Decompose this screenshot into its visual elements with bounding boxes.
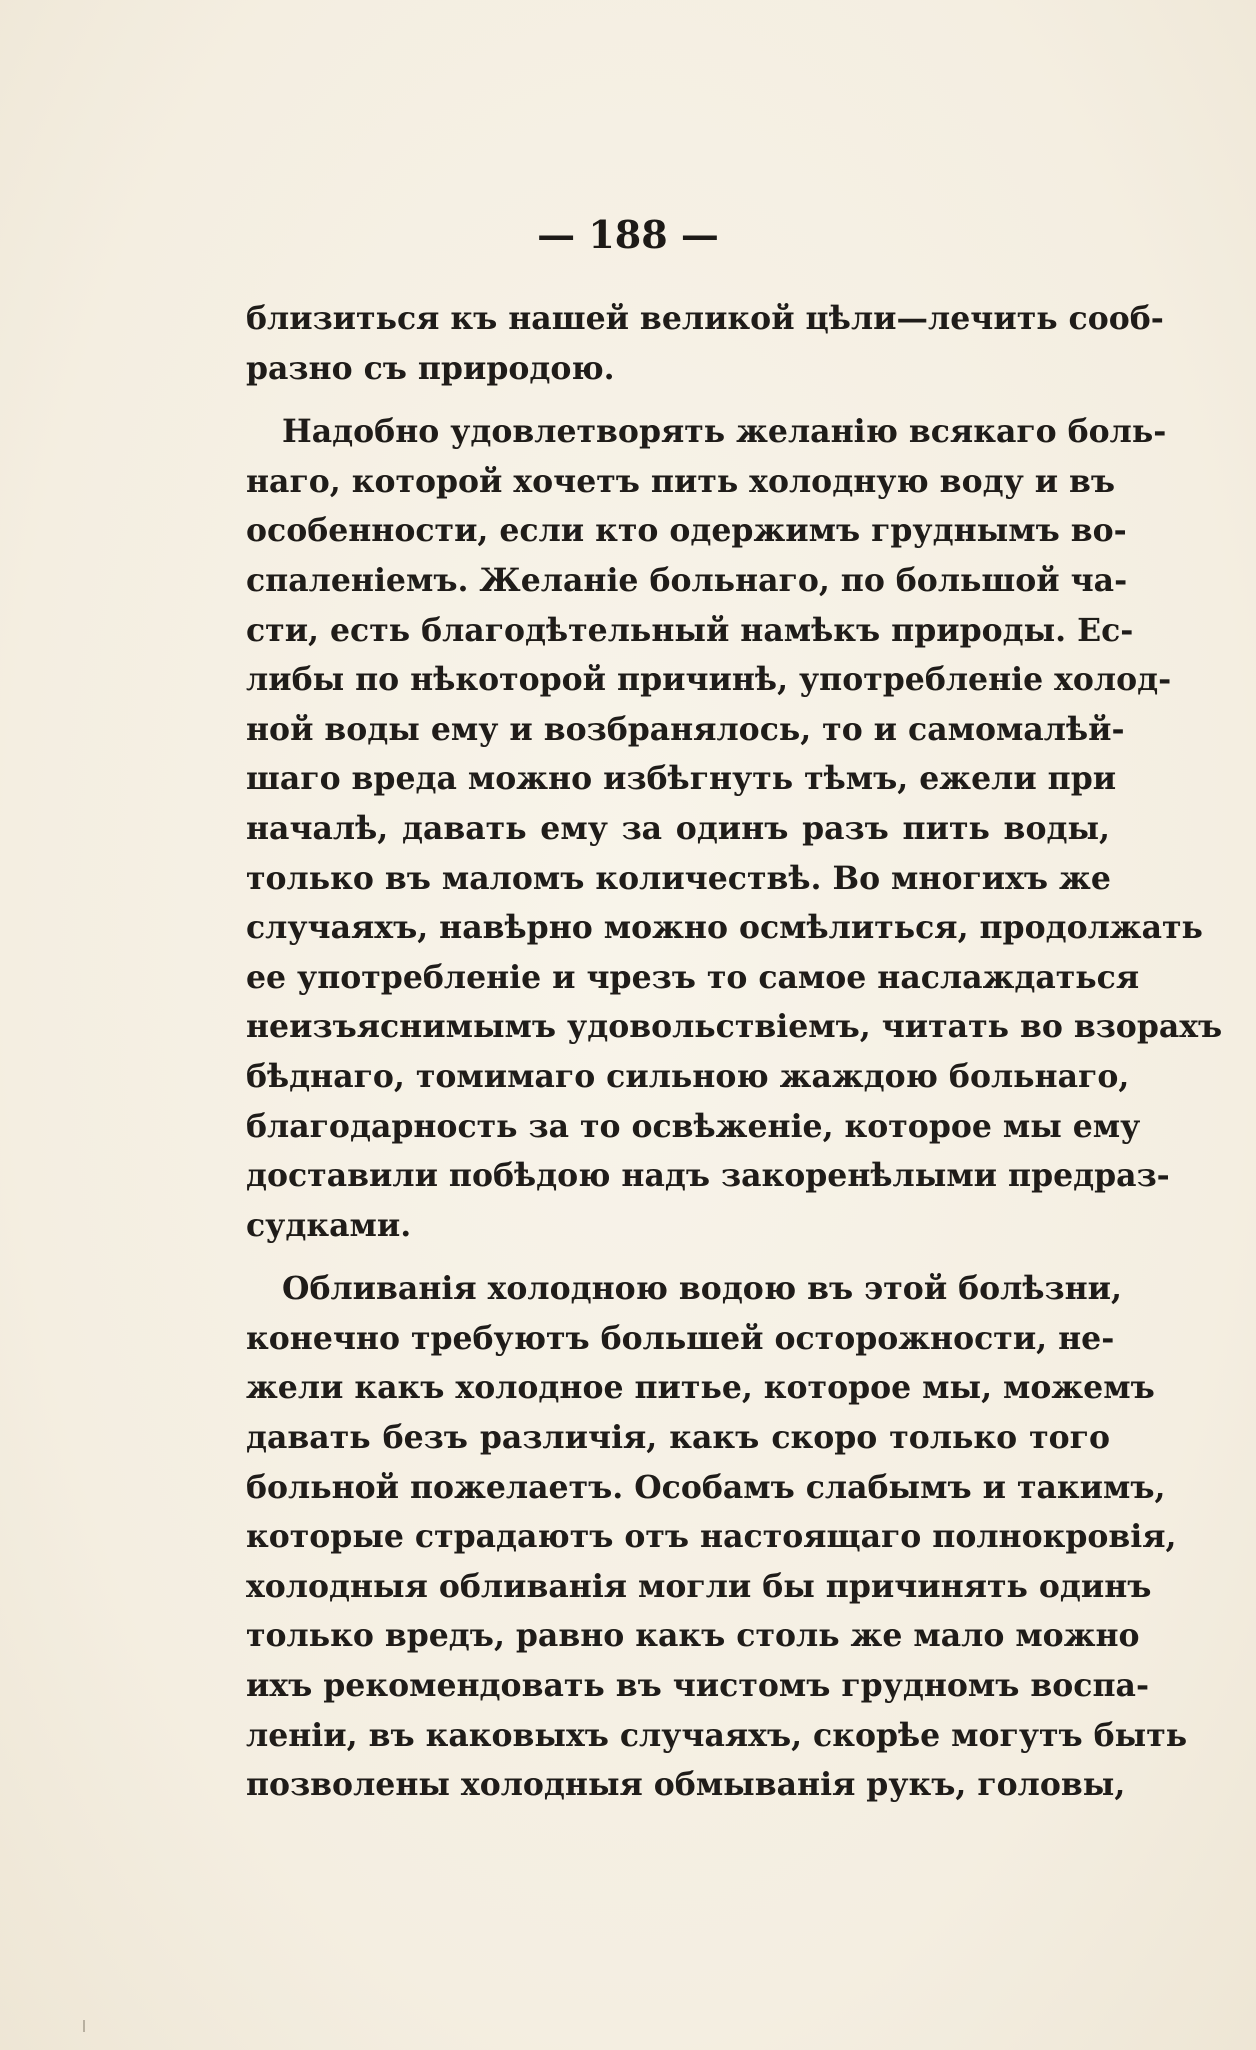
text-line: больной пожелаетъ. Особамъ слабымъ и такимъ, [246,1468,1166,1506]
paper-mark [83,2020,85,2032]
text-line: ее употребленіе и чрезъ то самое наслаждаться [246,958,1140,996]
text-line: особенности, если кто одержимъ груднымъ во- [246,512,1127,550]
paragraph [246,407,1223,1250]
text-line: Надобно удовлетворять желанію всякаго боль- [282,413,1167,451]
text-line: Обливанія холодною водою въ этой болѣзни, [282,1270,1123,1308]
page-number: — 188 — [537,212,719,257]
text-line: только въ маломъ количествѣ. Во многихъ же [246,859,1111,897]
text-line: благодарность за то освѣженіе, которое мы ему [246,1107,1141,1145]
text-line: доставили побѣдою надъ закоренѣлыми предраз- [246,1157,1170,1195]
text-line: судками. [246,1206,412,1244]
text-line: только вредъ, равно какъ столь же мало можно [246,1617,1140,1655]
text-line: позволены холодныя обмыванія рукъ, головы, [246,1766,1126,1804]
text-line: леніи, въ каковыхъ случаяхъ, скорѣе могутъ быть [246,1716,1188,1754]
text-line: ной воды ему и возбранялось, то и самомалѣй- [246,710,1125,748]
text-line: конечно требуютъ большей осторожности, не- [246,1319,1115,1357]
text-line: холодныя обливанія могли бы причинять одинъ [246,1567,1152,1605]
text-line: шаго вреда можно избѣгнуть тѣмъ, ежели при [246,760,1117,798]
text-line: разно съ природою. [246,349,615,387]
text-line: спаленіемъ. Желаніе больнаго, по большой ча- [246,561,1128,599]
text-line: случаяхъ, навѣрно можно осмѣлиться, продолжать [246,909,1203,947]
text-line: либы по нѣкоторой причинѣ, употребленіе холод- [246,661,1172,699]
text-line: давать безъ различія, какъ скоро только того [246,1419,1110,1457]
text-line: которые страдаютъ отъ настоящаго полнокровія, [246,1518,1177,1556]
paragraph [246,1264,1188,1810]
text-line: неизъяснимымъ удовольствіемъ, читать во взорахъ [246,1008,1223,1046]
text-line: ихъ рекомендовать въ чистомъ грудномъ воспа- [246,1667,1150,1705]
text-line: началѣ, давать ему за одинъ разъ пить воды, [246,809,1110,847]
text-line: жели какъ холодное питье, которое мы, можемъ [246,1369,1155,1407]
text-line: сти, есть благодѣтельный намѣкъ природы. Ес- [246,611,1134,649]
body-text [246,294,1223,1810]
text-line: наго, которой хочетъ пить холодную воду и въ [246,462,1116,500]
paragraph [246,294,1164,393]
text-line: близиться къ нашей великой цѣли—лечить сооб- [246,300,1164,337]
text-line: бѣднаго, томимаго сильною жаждою больнаго, [246,1057,1130,1095]
